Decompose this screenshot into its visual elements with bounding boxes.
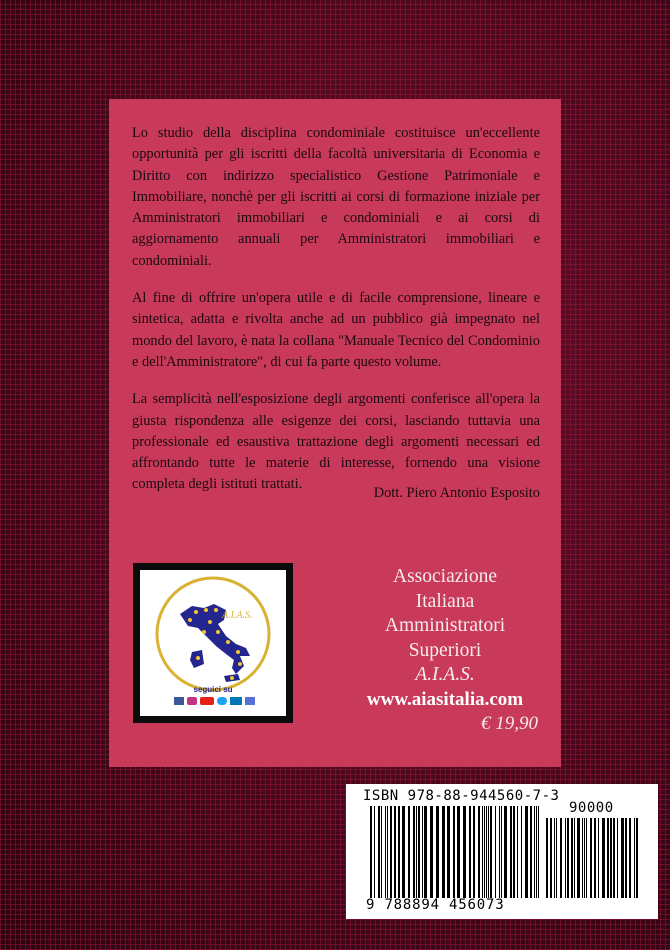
paragraph-2: Al fine di offrire un'opera utile e di facile comprensione, lineare e sintetica, adatta e rivolta anche ad un pubblico già impegnato nel mondo del lavoro, è nata la collana "Manuale Tecnico del Condominio e dell'Amministratore", di cui fa parte questo volume. <box>132 290 540 370</box>
barcode-bar <box>416 806 417 898</box>
instagram-icon <box>187 697 197 705</box>
website-link[interactable]: www.aiasitalia.com <box>366 688 524 710</box>
barcode-bar <box>584 818 585 898</box>
association-block <box>345 565 545 712</box>
paragraph-3: La semplicità nell'esposizione degli argomenti conferisce all'opera la giusta rispondenza alle esigenze dei corsi, lasciando tuttavia una professionale ed esaustiva trattazione degli argomenti necessari ed affrontando tutte le materie di interesse, fornendo una visione completa degli istituti trattati. <box>132 391 540 493</box>
barcode-bar <box>402 806 405 898</box>
barcode-bar <box>554 818 555 898</box>
barcode-bar <box>560 818 562 898</box>
twitter-icon <box>217 697 227 705</box>
addon-digits: 90000 <box>569 800 614 816</box>
barcode-bar <box>594 818 596 898</box>
barcode-bar <box>517 806 518 898</box>
barcode-bar <box>447 806 450 898</box>
barcode-bar <box>525 806 528 898</box>
barcode-bar <box>556 818 557 898</box>
logo-frame <box>133 563 293 723</box>
barcode-bar <box>574 818 575 898</box>
barcode-bar <box>394 806 396 898</box>
barcode-bar <box>538 806 539 898</box>
barcode-bar <box>436 806 439 898</box>
italy-map-icon <box>140 570 286 716</box>
barcode-bar <box>413 806 415 898</box>
barcode-bar <box>385 806 386 898</box>
back-cover-panel <box>109 99 561 767</box>
barcode-bar <box>590 818 592 898</box>
paragraph-1: Lo studio della disciplina condominiale costituisce un'eccellente opportunità per gli iscritti della facoltà universitaria di Economia e Diritto con indirizzo specialistico Gestione Patrimoniale e Immobiliare, nonchè per gli iscritti ai corsi di formazione iniziale per Amministratori immobiliari e condominiali e ai corsi di aggiornamento annuali per Amministratori immobiliari e condominiali. <box>132 125 540 269</box>
barcode-bar <box>602 818 605 898</box>
barcode-bar <box>453 806 455 898</box>
ean-digits: 9 788894 456073 <box>366 897 505 913</box>
barcode-bar <box>457 806 460 898</box>
blog-icon <box>245 697 255 705</box>
barcode-bar <box>613 818 615 898</box>
barcode-bar <box>636 818 638 898</box>
linkedin-icon <box>230 697 242 705</box>
barcode-bar <box>430 806 433 898</box>
barcode-bar <box>625 818 627 898</box>
association-line-2: Italiana <box>415 590 475 612</box>
barcode-bar <box>469 806 471 898</box>
barcode-bar <box>473 806 475 898</box>
barcode-bar <box>621 818 624 898</box>
barcode-bar <box>510 806 512 898</box>
isbn-barcode <box>346 784 658 919</box>
addon-barcode-bars <box>546 818 642 898</box>
barcode-bar <box>504 806 507 898</box>
follow-label: seguici su <box>193 685 233 694</box>
barcode-bar <box>550 818 552 898</box>
isbn-text: ISBN 978-88-944560-7-3 <box>363 788 560 804</box>
social-icons <box>174 697 255 705</box>
barcode-bar <box>530 806 532 898</box>
barcode-bar <box>610 818 612 898</box>
barcode-bar <box>629 818 631 898</box>
association-line-4: Superiori <box>408 639 482 661</box>
barcode-bar <box>398 806 400 898</box>
barcode-bar <box>381 806 382 898</box>
barcode-bar <box>586 818 587 898</box>
barcode-bar <box>521 806 522 898</box>
author-signature: Dott. Piero Antonio Esposito <box>373 485 540 501</box>
association-acronym: A.I.A.S. <box>415 664 475 685</box>
barcode-bar <box>482 806 483 898</box>
barcode-bar <box>513 806 515 898</box>
barcode-bar <box>370 806 372 898</box>
barcode-bar <box>418 806 420 898</box>
barcode-bar <box>571 818 573 898</box>
logo-acronym: A.I.A.S. <box>222 610 253 621</box>
barcode-bar <box>488 806 489 898</box>
barcode-bar <box>536 806 537 898</box>
barcode-bar <box>607 818 609 898</box>
barcode-bar <box>424 806 427 898</box>
barcode-bar <box>577 818 580 898</box>
ean-barcode-bars <box>370 806 542 898</box>
barcode-bar <box>582 818 583 898</box>
barcode-bar <box>490 806 492 898</box>
barcode-bar <box>501 806 502 898</box>
barcode-bar <box>495 806 496 898</box>
barcode-bar <box>374 806 375 898</box>
barcode-bar <box>463 806 466 898</box>
aias-logo <box>140 570 286 716</box>
facebook-icon <box>174 697 184 705</box>
barcode-bar <box>387 806 388 898</box>
barcode-bar <box>617 818 618 898</box>
youtube-icon <box>200 697 214 705</box>
barcode-bar <box>408 806 410 898</box>
barcode-bar <box>546 818 548 898</box>
price-label: € 19,90 <box>481 713 538 734</box>
association-line-1: Associazione <box>393 566 497 587</box>
barcode-bar <box>486 806 487 898</box>
barcode-bar <box>565 818 566 898</box>
barcode-bar <box>442 806 445 898</box>
barcode-bar <box>534 806 535 898</box>
barcode-bar <box>499 806 500 898</box>
association-line-3: Amministratori <box>384 615 506 636</box>
barcode-bar <box>390 806 392 898</box>
barcode-bar <box>567 818 569 898</box>
description-text <box>132 123 540 512</box>
barcode-bar <box>422 806 423 898</box>
barcode-bar <box>378 806 380 898</box>
barcode-bar <box>478 806 480 898</box>
barcode-bar <box>598 818 599 898</box>
barcode-bar <box>484 806 485 898</box>
barcode-bar <box>634 818 635 898</box>
